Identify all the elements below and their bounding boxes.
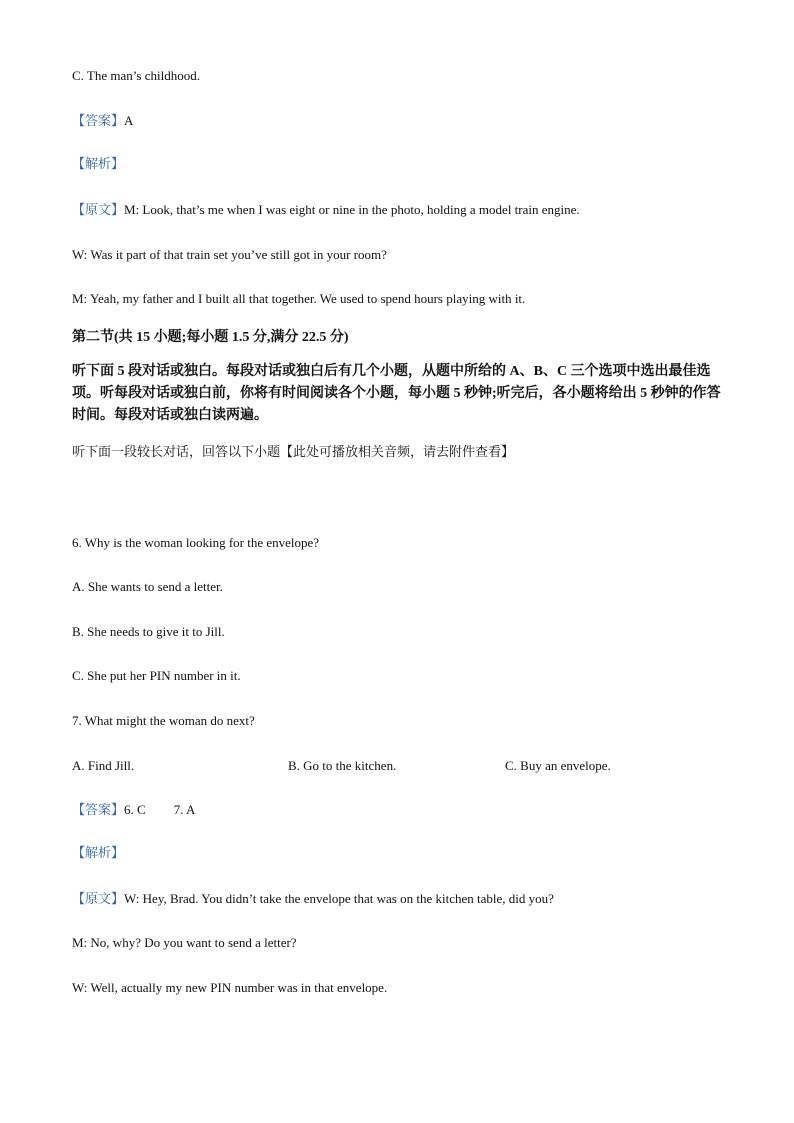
q7-option-a: A. Find Jill. [72,758,135,773]
q6-option-b: B. She needs to give it to Jill. [72,624,225,639]
q6-option-c: C. She put her PIN number in it. [72,668,241,683]
answer-tag: 【答案】 [72,114,125,129]
analysis-tag-2: 【解析】 [72,846,125,861]
answer-tag-2: 【答案】 [72,803,125,818]
dialogue-w1: W: Was it part of that train set you’ve still got in your room? [72,247,387,262]
dialogue-m2: M: Yeah, my father and I built all that together. We used to spend hours playing with it. [72,291,526,306]
answer-line-2 [72,801,195,820]
question-7: 7. What might the woman do next? [72,713,255,728]
dialogue2-w1: W: Hey, Brad. You didn’t take the envelope that was on the kitchen table, did you? [124,891,554,906]
original-text-line-2 [72,890,554,909]
question-6: 6. Why is the woman looking for the envelope? [72,535,320,550]
option-c-childhood: C. The man’s childhood. [72,68,200,83]
original-text-line [72,201,580,220]
q7-option-b: B. Go to the kitchen. [288,758,397,773]
answer-6: 6. C [124,802,146,817]
audio-note: 听下面一段较长对话，回答以下小题【此处可播放相关音频，请去附件查看】 [72,445,515,460]
answer-value: A [124,113,134,128]
analysis-tag: 【解析】 [72,157,125,172]
dialogue2-w2: W: Well, actually my new PIN number was in that envelope. [72,980,388,995]
answer-7: 7. A [173,802,196,817]
dialogue-m1: M: Look, that’s me when I was eight or nine in the photo, holding a model train engine. [124,202,580,217]
q7-option-c: C. Buy an envelope. [505,758,611,773]
original-tag-2: 【原文】 [72,892,125,907]
dialogue2-m1: M: No, why? Do you want to send a letter? [72,935,297,950]
section-heading: 第二节(共 15 小题;每小题 1.5 分,满分 22.5 分) [72,330,349,345]
q6-option-a: A. She wants to send a letter. [72,579,223,594]
answer-line [72,112,133,131]
section-instructions: 听下面 5 段对话或独白。每段对话或独白后有几个小题，从题中所给的 A、B、C 三个选项中选出最佳选项。听每段对话或独白前，你将有时间阅读各个小题，每小题 5 秒钟;听完后，各小题将给出 5 秒钟的作答时间。每段对话或独白读两遍。 [72,364,721,423]
original-tag: 【原文】 [72,203,125,218]
